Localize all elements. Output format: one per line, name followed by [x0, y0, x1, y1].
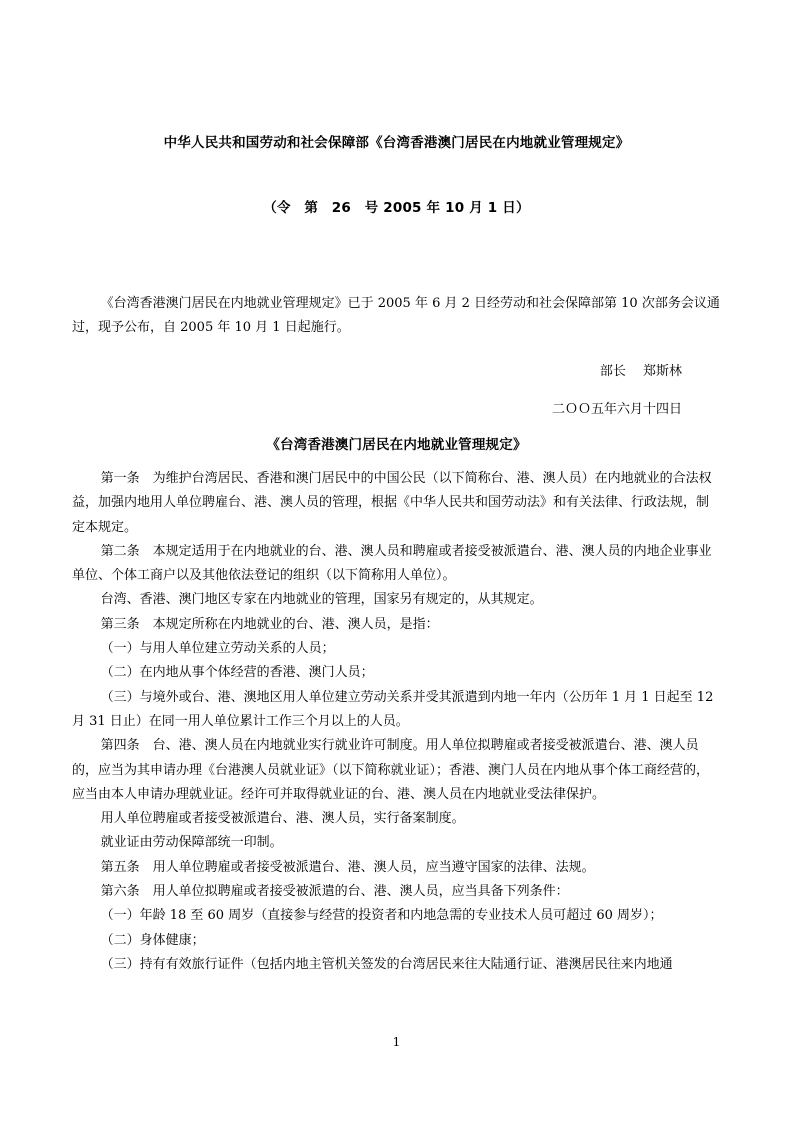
signature-line: 部长 郑斯林 [599, 364, 682, 379]
order-line: （令 第 26 号 2005 年 10 月 1 日） [263, 200, 530, 216]
date-line: 二ＯＯ五年六月十四日 [551, 402, 682, 417]
paragraph: （二）在内地从事个体经营的香港、澳门人员； [100, 665, 374, 681]
intro-text: 《台湾香港澳门居民在内地就业管理规定》已于 2005 年 6 月 2 日经劳动和社会保障部第 10 次部务会议通过，现予公布，自 2005 年 10 月 1 日起施行。 [72, 296, 720, 336]
paragraph: （一）年龄 18 至 60 周岁（直接参与经营的投资者和内地急需的专业技术人员可超过 60 周岁）； [100, 908, 663, 924]
paragraph: 第三条 本规定所称在内地就业的台、港、澳人员，是指： [100, 616, 439, 632]
regulation-subtitle: 《台湾香港澳门居民在内地就业管理规定》 [266, 437, 527, 453]
document-title: 中华人民共和国劳动和社会保障部《台湾香港澳门居民在内地就业管理规定》 [163, 135, 630, 151]
regulation-body [72, 467, 720, 977]
paragraph: （一）与用人单位建立劳动关系的人员； [100, 641, 335, 657]
paragraph: （三）与境外或台、港、澳地区用人单位建立劳动关系并受其派遣到内地一年内（公历年 1 月 1 日起至 12 月 31 日止）在同一用人单位累计工作三个月以上的人员。 [72, 689, 714, 729]
paragraph: 第一条 为维护台湾居民、香港和澳门居民中的中国公民（以下简称台、港、澳人员）在内地就业的合法权益，加强内地用人单位聘雇台、港、澳人员的管理，根据《中华人民共和国劳动法》和有关法律、行政法规，制定本规定。 [72, 471, 712, 535]
intro-paragraph [72, 292, 720, 341]
paragraph: 用人单位聘雇或者接受被派遣台、港、澳人员，实行备案制度。 [100, 811, 465, 827]
paragraph: 第四条 台、港、澳人员在内地就业实行就业许可制度。用人单位拟聘雇或者接受被派遣台、港、澳人员的，应当为其申请办理《台港澳人员就业证》（以下简称就业证）；香港、澳门人员在内地从事个体工商经营的，应当由本人申请办理就业证。经许可并取得就业证的台、港、澳人员在内地就业受法律保护。 [72, 738, 710, 802]
paragraph: 第二条 本规定适用于在内地就业的台、港、澳人员和聘雇或者接受被派遣台、港、澳人员的内地企业事业单位、个体工商户以及其他依法登记的组织（以下简称用人单位）。 [72, 543, 712, 584]
paragraph: 第五条 用人单位聘雇或者接受被派遣台、港、澳人员，应当遵守国家的法律、法规。 [100, 859, 595, 875]
paragraph: 台湾、香港、澳门地区专家在内地就业的管理，国家另有规定的，从其规定。 [100, 592, 543, 608]
paragraph: （二）身体健康； [100, 932, 205, 948]
page-number: 1 [392, 1035, 401, 1049]
paragraph: 第六条 用人单位拟聘雇或者接受被派遣的台、港、澳人员，应当具备下列条件： [100, 884, 569, 900]
paragraph: （三）持有有效旅行证件（包括内地主管机关签发的台湾居民来往大陆通行证、港澳居民往来内地通 [100, 956, 673, 972]
paragraph: 就业证由劳动保障部统一印制。 [100, 835, 283, 851]
